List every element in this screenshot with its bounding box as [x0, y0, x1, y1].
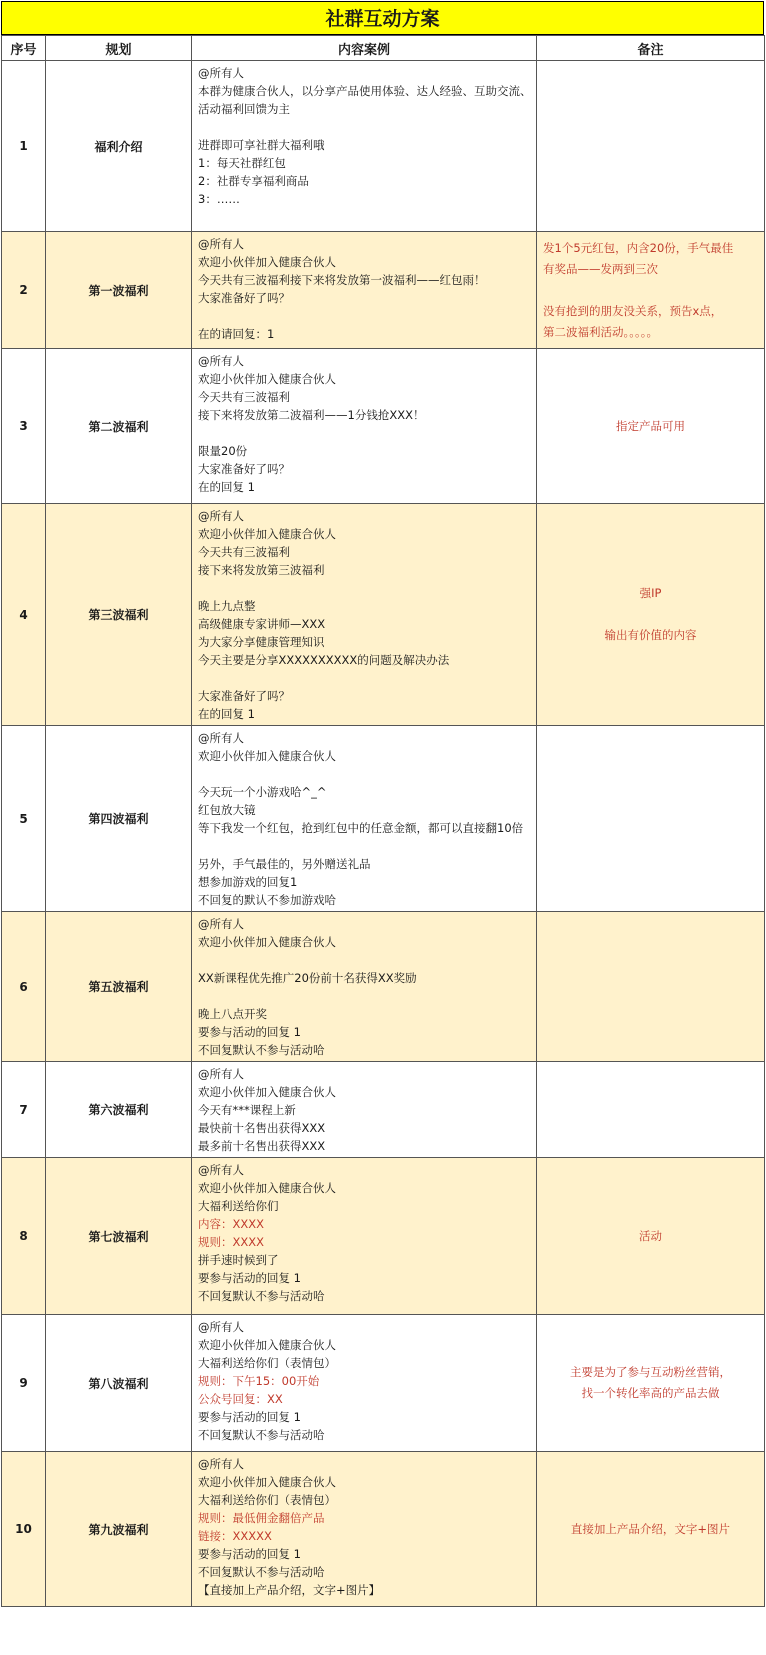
note-line	[543, 280, 764, 301]
content-line: 规则：下午15：00开始	[198, 1374, 320, 1388]
row-note	[537, 912, 765, 1062]
row-number: 6	[2, 912, 46, 1062]
content-line: 今天主要是分享XXXXXXXXXX的问题及解决办法	[198, 653, 450, 667]
content-line: 今天有***课程上新	[198, 1103, 296, 1117]
content-line: XX新课程优先推广20份前十名获得XX奖励	[198, 971, 417, 985]
note-line: 有奖品——发两到三次	[543, 261, 658, 276]
row-note	[537, 504, 765, 726]
content-line: 拼手速时候到了	[198, 1253, 279, 1267]
content-line: 欢迎小伙伴加入健康合伙人	[198, 749, 336, 763]
content-line: 晚上八点开奖	[198, 1007, 267, 1021]
row-note	[537, 1062, 765, 1158]
note-line: 强IP	[639, 586, 662, 600]
content-line	[198, 579, 536, 597]
content-line: 高级健康专家讲师—XXX	[198, 617, 326, 631]
content-line: 欢迎小伙伴加入健康合伙人	[198, 372, 336, 386]
content-line	[198, 118, 536, 136]
content-line: 在的请回复：1	[198, 327, 275, 341]
row-plan: 第二波福利	[46, 349, 192, 504]
row-plan: 福利介绍	[46, 61, 192, 232]
header-content: 内容案例	[192, 36, 537, 61]
header-plan: 规划	[46, 36, 192, 61]
row-content	[192, 726, 537, 912]
content-line: 1：每天社群红包	[198, 156, 286, 170]
content-line	[198, 837, 536, 855]
content-line: 要参与活动的回复 1	[198, 1410, 301, 1424]
row-plan: 第六波福利	[46, 1062, 192, 1158]
content-line	[198, 307, 536, 325]
content-line: 最多前十名售出获得XXX	[198, 1139, 326, 1153]
content-line: 今天共有三波福利	[198, 545, 290, 559]
header-num: 序号	[2, 36, 46, 61]
content-line	[198, 424, 536, 442]
row-plan: 第五波福利	[46, 912, 192, 1062]
plan-table	[1, 35, 765, 1607]
row-content	[192, 349, 537, 504]
content-line: 另外，手气最佳的，另外赠送礼品	[198, 857, 371, 871]
content-line: 不回复默认不参与活动哈	[198, 1428, 325, 1442]
content-line	[198, 765, 536, 783]
content-line: 欢迎小伙伴加入健康合伙人	[198, 1085, 336, 1099]
note-line: 第二波福利活动。。。。。	[543, 324, 658, 339]
table-row	[2, 504, 765, 726]
content-line: 欢迎小伙伴加入健康合伙人	[198, 935, 336, 949]
note-line: 主要是为了参与互动粉丝营销，	[570, 1365, 731, 1379]
content-line: @所有人	[198, 731, 244, 745]
content-line: 接下来将发放第三波福利	[198, 563, 325, 577]
content-line: @所有人	[198, 354, 244, 368]
row-note	[537, 726, 765, 912]
content-line: 【直接加上产品介绍，文字+图片】	[198, 1583, 381, 1597]
row-content	[192, 1315, 537, 1452]
row-content	[192, 504, 537, 726]
content-line: 链接：XXXXX	[198, 1529, 272, 1543]
content-line: 大福利送给你们（表情包）	[198, 1356, 336, 1370]
content-line: 大福利送给你们（表情包）	[198, 1493, 336, 1507]
content-line: 接下来将发放第二波福利——1分钱抢XXX！	[198, 408, 425, 422]
row-number: 8	[2, 1158, 46, 1315]
content-line: 晚上九点整	[198, 599, 256, 613]
row-note	[537, 232, 765, 349]
row-plan: 第四波福利	[46, 726, 192, 912]
content-line: 内容：XXXX	[198, 1217, 265, 1231]
content-line: @所有人	[198, 509, 244, 523]
table-row	[2, 726, 765, 912]
table-row	[2, 1452, 765, 1607]
row-content	[192, 912, 537, 1062]
content-line	[198, 951, 536, 969]
content-line: @所有人	[198, 1067, 244, 1081]
table-row	[2, 349, 765, 504]
content-line: 欢迎小伙伴加入健康合伙人	[198, 1338, 336, 1352]
content-line: 在的回复 1	[198, 480, 255, 494]
row-note	[537, 1158, 765, 1315]
note-line	[537, 604, 764, 625]
row-content	[192, 232, 537, 349]
table-row	[2, 912, 765, 1062]
content-line: 要参与活动的回复 1	[198, 1547, 301, 1561]
content-line: 本群为健康合伙人，以分享产品使用体验、达人经验、互助交流、	[198, 84, 532, 98]
content-line: 最快前十名售出获得XXX	[198, 1121, 326, 1135]
row-note	[537, 349, 765, 504]
content-line: 不回复默认不参与活动哈	[198, 1289, 325, 1303]
content-line: 今天共有三波福利接下来将发放第一波福利——红包雨！	[198, 273, 486, 287]
content-line: 不回复默认不参与活动哈	[198, 1565, 325, 1579]
content-line: 欢迎小伙伴加入健康合伙人	[198, 255, 336, 269]
content-line: 活动福利回馈为主	[198, 102, 290, 116]
row-number: 7	[2, 1062, 46, 1158]
content-line	[198, 669, 536, 687]
row-plan: 第一波福利	[46, 232, 192, 349]
content-line: 等下我发一个红包，抢到红包中的任意金额，都可以直接翻10倍	[198, 821, 524, 835]
row-content	[192, 1452, 537, 1607]
content-line: @所有人	[198, 66, 244, 80]
table-row	[2, 1062, 765, 1158]
row-number: 10	[2, 1452, 46, 1607]
note-line: 指定产品可用	[616, 418, 685, 433]
row-note	[537, 1452, 765, 1607]
content-line: @所有人	[198, 237, 244, 251]
content-line: 欢迎小伙伴加入健康合伙人	[198, 1181, 336, 1195]
row-plan: 第三波福利	[46, 504, 192, 726]
content-line: 公众号回复：XX	[198, 1392, 283, 1406]
row-content	[192, 1158, 537, 1315]
table-row	[2, 61, 765, 232]
content-line: @所有人	[198, 1457, 244, 1471]
note-line: 找一个转化率高的产品去做	[581, 1386, 720, 1400]
note-line: 输出有价值的内容	[604, 628, 697, 642]
content-line: 2：社群专享福利商品	[198, 174, 309, 188]
content-line: 要参与活动的回复 1	[198, 1025, 301, 1039]
note-line: 没有抢到的朋友没关系，预告x点，	[543, 303, 723, 318]
row-number: 3	[2, 349, 46, 504]
content-line: 大家准备好了吗？	[198, 291, 290, 305]
row-number: 5	[2, 726, 46, 912]
content-line: 为大家分享健康管理知识	[198, 635, 325, 649]
content-line	[198, 987, 536, 1005]
content-line: 想参加游戏的回复1	[198, 875, 298, 889]
content-line: 今天玩一个小游戏哈^_^	[198, 785, 327, 799]
header-row	[2, 36, 765, 61]
content-line: 欢迎小伙伴加入健康合伙人	[198, 527, 336, 541]
row-note	[537, 1315, 765, 1452]
content-line: 今天共有三波福利	[198, 390, 290, 404]
content-line: 大家准备好了吗？	[198, 689, 290, 703]
table-row	[2, 1315, 765, 1452]
row-number: 1	[2, 61, 46, 232]
content-line: 大家准备好了吗？	[198, 462, 290, 476]
content-line: 不回复的默认不参加游戏哈	[198, 893, 336, 907]
content-line: 限量20份	[198, 444, 248, 458]
content-line: 进群即可享社群大福利哦	[198, 138, 325, 152]
row-content	[192, 61, 537, 232]
table-row	[2, 1158, 765, 1315]
note-line: 发1个5元红包，内含20份，手气最佳	[543, 240, 734, 255]
content-line: @所有人	[198, 1320, 244, 1334]
row-plan: 第八波福利	[46, 1315, 192, 1452]
row-content	[192, 1062, 537, 1158]
row-note	[537, 61, 765, 232]
row-number: 4	[2, 504, 46, 726]
content-line: 红包放大镜	[198, 803, 256, 817]
table-body	[2, 61, 765, 1607]
content-line: @所有人	[198, 1163, 244, 1177]
content-line: 在的回复 1	[198, 707, 255, 721]
note-line: 直接加上产品介绍，文字+图片	[570, 1521, 731, 1536]
content-line: @所有人	[198, 917, 244, 931]
sheet-title: 社群互动方案	[1, 1, 764, 35]
note-line: 活动	[639, 1228, 662, 1243]
content-line: 规则：最低佣金翻倍产品	[198, 1511, 325, 1525]
row-number: 9	[2, 1315, 46, 1452]
content-line: 3：……	[198, 192, 240, 206]
row-plan: 第九波福利	[46, 1452, 192, 1607]
content-line: 规则：XXXX	[198, 1235, 265, 1249]
table-row	[2, 232, 765, 349]
content-line: 要参与活动的回复 1	[198, 1271, 301, 1285]
content-line: 大福利送给你们	[198, 1199, 279, 1213]
content-line: 不回复默认不参与活动哈	[198, 1043, 325, 1057]
header-note: 备注	[537, 36, 765, 61]
row-number: 2	[2, 232, 46, 349]
row-plan: 第七波福利	[46, 1158, 192, 1315]
content-line: 欢迎小伙伴加入健康合伙人	[198, 1475, 336, 1489]
